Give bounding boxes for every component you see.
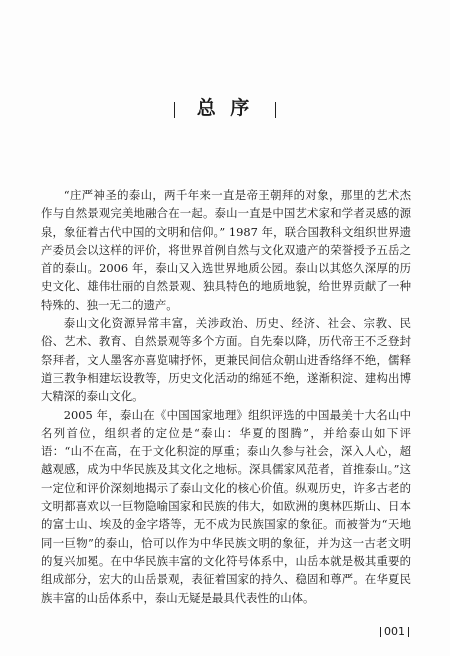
page-number	[377, 625, 412, 638]
paragraph: “庄严神圣的泰山，两千年来一直是帝王朝拜的对象，那里的艺术杰作与自然景观完美地融合在一起。泰山一直是中国艺术家和学者灵感的源泉，象征着古代中国的文明和信仰。” 1987 年，联合国教科文组织世界遗产委员会以这样的评价，将世界首例自然与文化双遗产的荣誉授予五岳之首的泰山。2006 年，泰山又入选世界地质公园。泰山以其悠久深厚的历史文化、雄伟壮丽的自然景观、独具特色的地质地貌，给世界贡献了一种特殊的、独一无二的遗产。	[41, 188, 411, 312]
page-title: 总 序	[196, 97, 254, 119]
title-right-bar	[275, 102, 276, 118]
page-number-right-bar	[408, 627, 409, 637]
title-left-bar	[174, 102, 175, 118]
paragraph: 2005 年，泰山在《中国国家地理》组织评选的中国最美十大名山中名列首位，组织者的定位是“泰山：华夏的图腾”，并给泰山如下评语：“山不在高，在于文化积淀的厚重；泰山久参与社会，深入人心，超越观感，成为中华民族及其文化之地标。深具儒家风范者，首推泰山。”这一定位和评价深刻地揭示了泰山文化的核心价值。纵观历史，许多古老的文明都喜欢以一巨物隐喻国家和民族的伟大，如欧洲的奥林匹斯山、日本的富士山、埃及的金字塔等，无不成为民族国家的象征。而被誉为“天地同一巨物”的泰山，恰可以作为中华民族文明的象征，并为这一古老文明的复兴加冕。在中华民族丰富的文化符号体系中，山岳本就是极其重要的组成部分，宏大的山岳景观，表征着国家的持久、稳固和尊严。在华夏民族丰富的山岳体系中，泰山无疑是最具代表性的山体。	[41, 407, 411, 605]
paragraph: 泰山文化资源异常丰富，关涉政治、历史、经济、社会、宗教、民俗、艺术、教育、自然景观等多个方面。自先秦以降，历代帝王不乏登封祭拜者，文人墨客亦喜览啸抒怀，更兼民间信众朝山进香络绎不绝，儒释道三教争相建坛设教等，历史文化活动的绵延不绝，遂渐积淀、建构出博大精深的泰山文化。	[41, 316, 411, 404]
body-text	[41, 186, 411, 607]
title-block	[0, 93, 450, 120]
page-number-left-bar	[380, 627, 381, 637]
page-number-text: 001	[384, 625, 405, 638]
